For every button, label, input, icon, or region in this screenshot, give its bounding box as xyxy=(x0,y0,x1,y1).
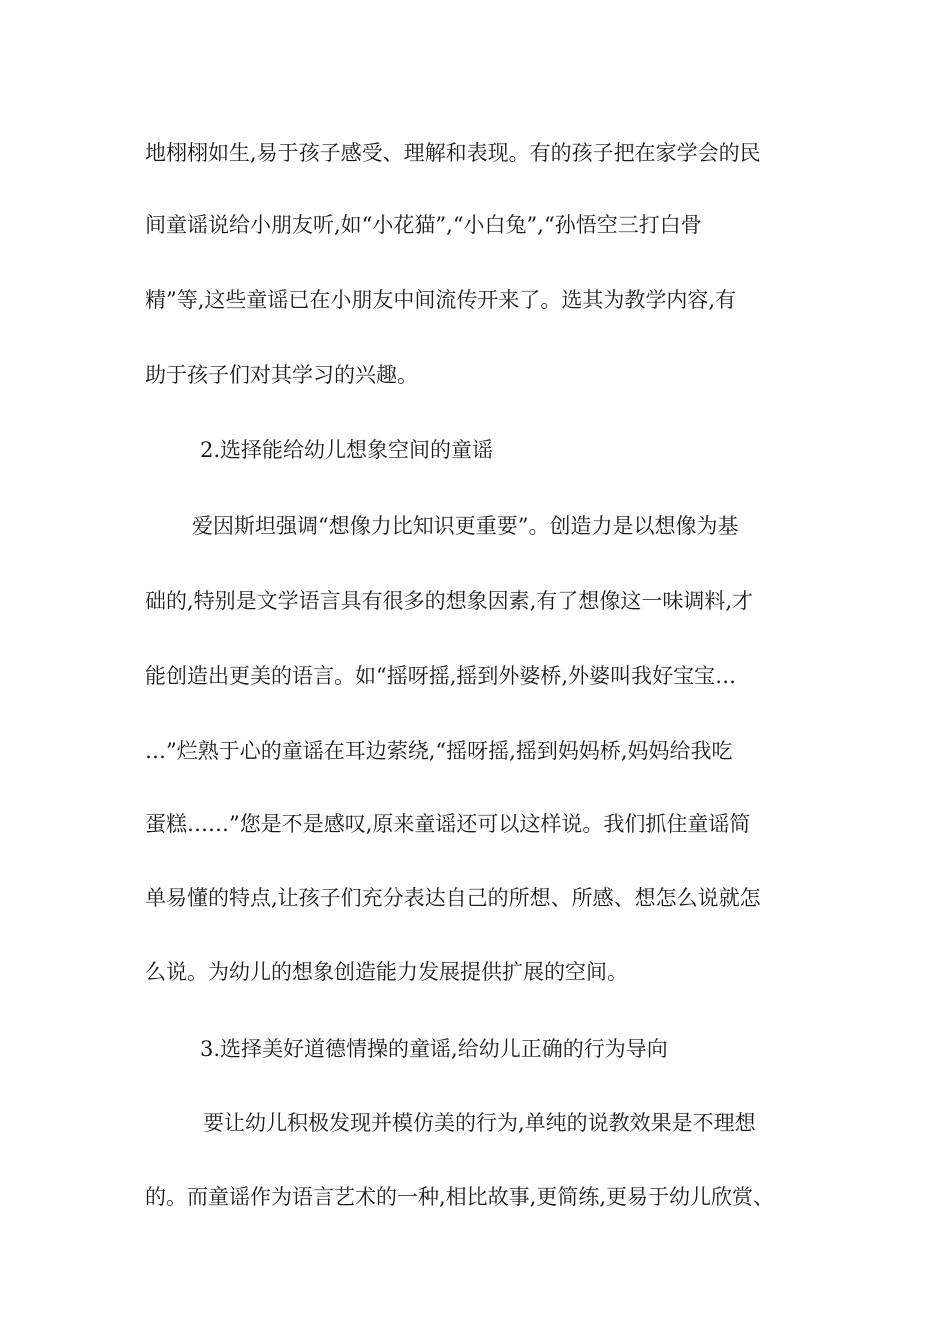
text-line: 的。而童谣作为语言艺术的一种,相比故事,更简练,更易于幼儿欣赏、 xyxy=(145,1185,775,1209)
text-line: 地栩栩如生,易于孩子感受、理解和表现。有的孩子把在家学会的民 xyxy=(145,141,761,165)
text-line: 精”等,这些童谣已在小朋友中间流传开来了。选其为教学内容,有 xyxy=(145,288,737,312)
text-line: …”烂熟于心的童谣在耳边萦绕,“摇呀摇,摇到妈妈桥,妈妈给我吃 xyxy=(145,739,733,763)
section-heading: 3.选择美好道德情操的童谣,给幼儿正确的行为导向 xyxy=(200,1037,668,1061)
text-line: 础的,特别是文学语言具有很多的想象因素,有了想像这一味调料,才 xyxy=(145,589,754,613)
text-line: 蛋糕……”您是不是感叹,原来童谣还可以这样说。我们抓住童谣简 xyxy=(145,812,751,836)
paragraph-first-line: 爱因斯坦强调“想像力比知识更重要”。创造力是以想像为基 xyxy=(192,514,739,538)
text-line: 助于孩子们对其学习的兴趣。 xyxy=(145,363,418,387)
paragraph-first-line: 要让幼儿积极发现并模仿美的行为,单纯的说教效果是不理想 xyxy=(203,1111,756,1135)
text-line: 么说。为幼儿的想象创造能力发展提供扩展的空间。 xyxy=(145,960,628,984)
text-line: 能创造出更美的语言。如“摇呀摇,摇到外婆桥,外婆叫我好宝宝… xyxy=(145,664,737,688)
text-line: 间童谣说给小朋友听,如“小花猫”,“小白兔”,“孙悟空三打白骨 xyxy=(145,213,702,237)
section-heading: 2.选择能给幼儿想象空间的童谣 xyxy=(200,438,494,462)
text-line: 单易懂的特点,让孩子们充分表达自己的所想、所感、想怎么说就怎 xyxy=(145,886,761,910)
